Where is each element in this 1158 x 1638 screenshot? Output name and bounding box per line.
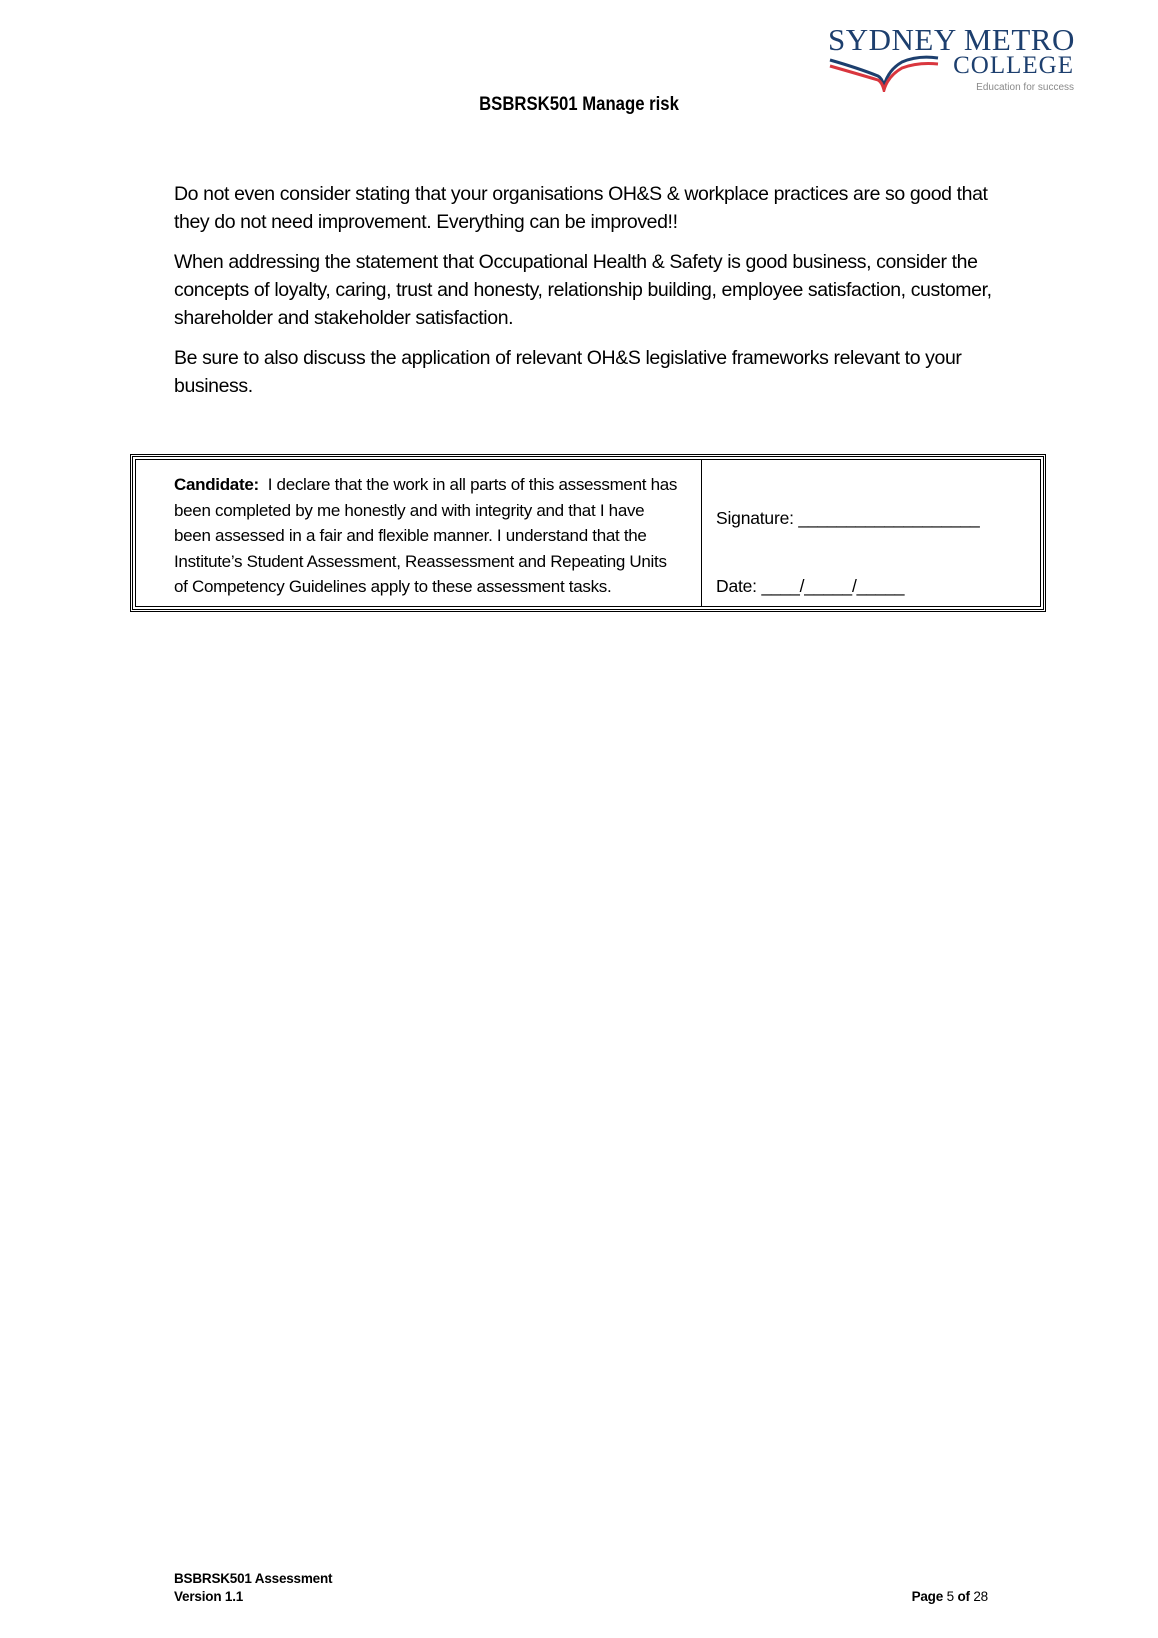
declaration-text: I declare that the work in all parts of this assessment has been completed by me honestly and with integrity and that I have been assessed in a fair and flexible manner. I understand that the Institute’s Student Assessment, Reassessment and Repeating Units of Competency Guidelines apply to these assessment tasks. [174,475,678,596]
paragraph-2: When addressing the statement that Occupational Health & Safety is good business, consider the concepts of loyalty, caring, trust and honesty, relationship building, employee satisfaction, customer, shareholder and stakeholder satisfaction. [174,251,992,329]
footer-version: Version 1.1 [174,1589,244,1604]
declaration-cell [136,460,702,606]
page-word: Page [911,1589,944,1604]
date-field[interactable]: Date: ____/_____/_____ [716,576,905,596]
college-logo [828,22,1078,98]
declaration-text-block [174,472,684,600]
logo-tagline: Education for success [976,82,1074,93]
paragraph-3: Be sure to also discuss the application of relevant OH&S legislative frameworks relevant to your business. [174,347,962,397]
of-word: of [957,1589,970,1604]
page-total: 28 [973,1589,988,1604]
declaration-label: Candidate: [174,475,259,494]
logo-line2: COLLEGE [953,52,1074,79]
page-number [912,1588,988,1606]
declaration-table-inner [135,459,1041,607]
document-title: BSBRSK501 Manage risk [479,94,679,115]
declaration-table [130,454,1046,612]
logo-line1: SYDNEY METRO [828,22,1075,57]
logo-swoosh-icon [828,52,958,92]
footer-assessment: BSBRSK501 Assessment [174,1571,333,1586]
page-current: 5 [946,1589,954,1604]
body-text [174,180,994,412]
signature-field[interactable]: Signature: ___________________ [716,508,980,528]
paragraph-1: Do not even consider stating that your organisations OH&S & workplace practices are so good that they do not need improvement. Everything can be improved!! [174,183,988,233]
footer-left [174,1570,332,1606]
